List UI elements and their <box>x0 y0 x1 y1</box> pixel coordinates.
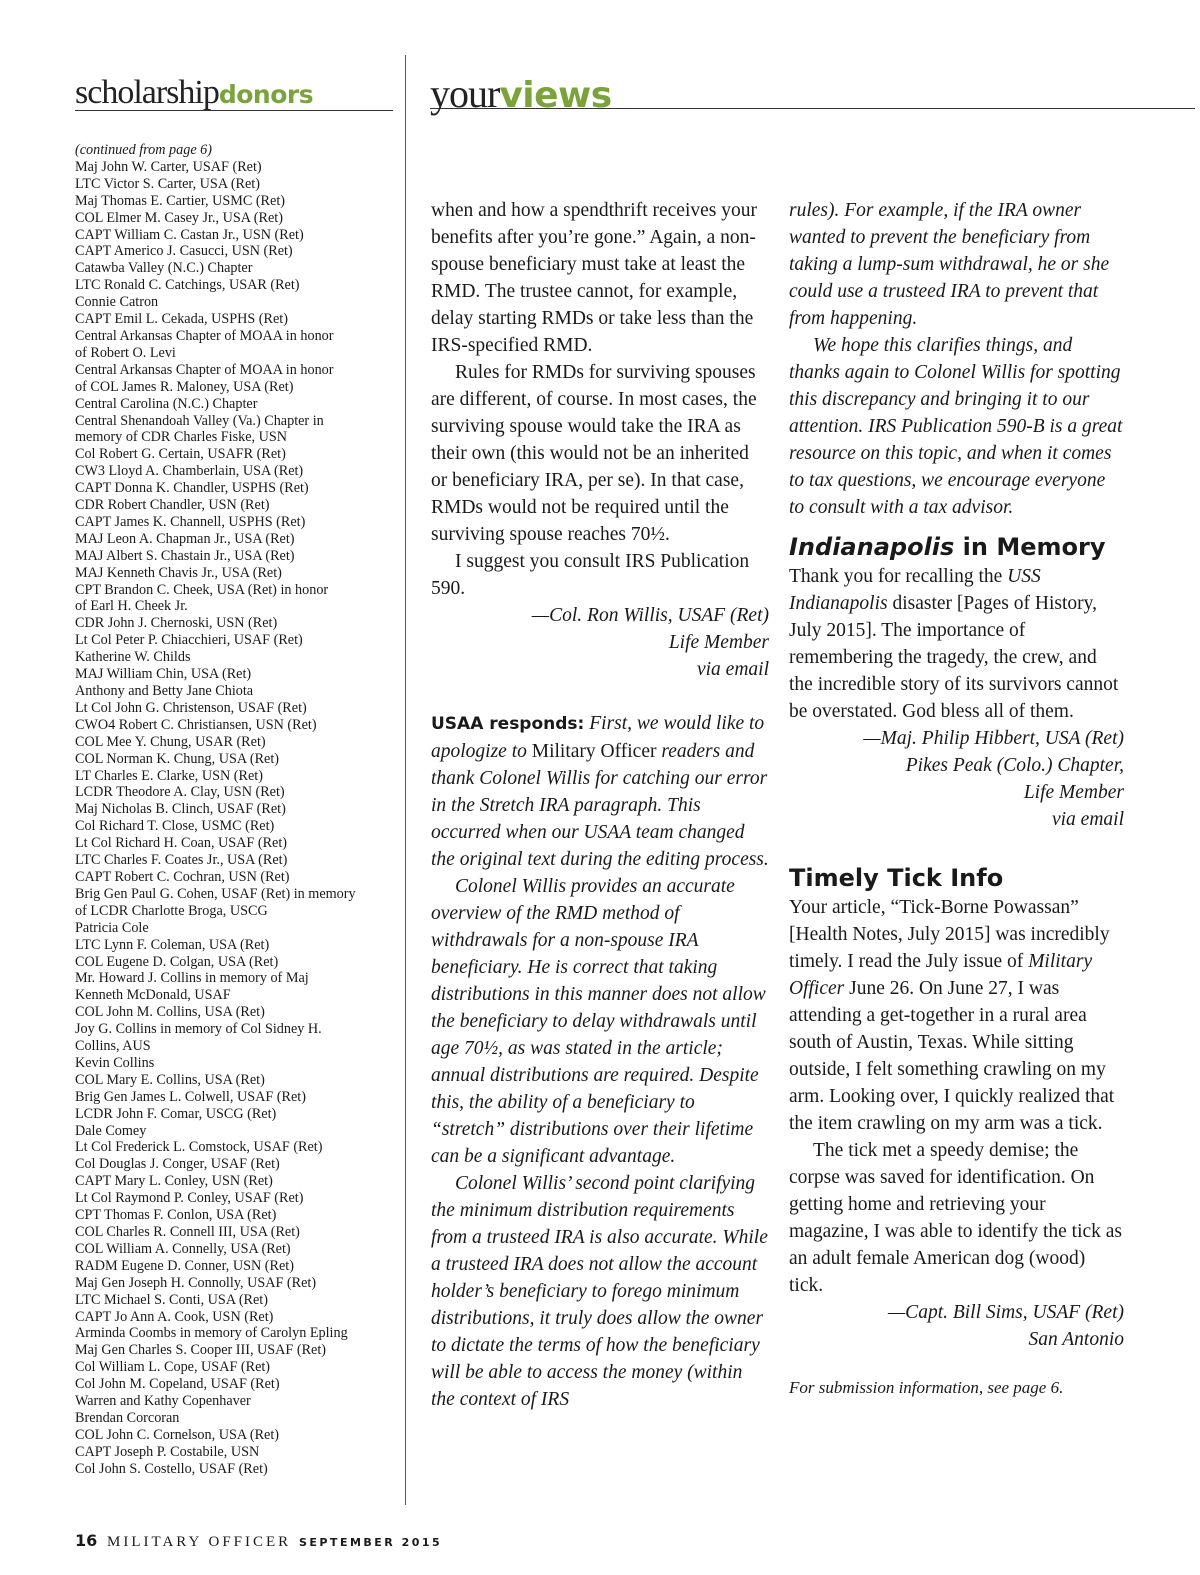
donor-name: Maj Nicholas B. Clinch, USAF (Ret) <box>75 801 286 818</box>
donor-name: Col John S. Costello, USAF (Ret) <box>75 1460 268 1477</box>
donor-name: CPT Brandon C. Cheek, USA (Ret) in honor <box>75 581 329 598</box>
letter-text: Thank you for recalling the <box>789 566 1003 587</box>
section-title-indianapolis <box>789 531 1124 563</box>
letter-signature-chapter: Pikes Peak (Colo.) Chapter, <box>905 755 1124 776</box>
donor-name: LT Charles E. Clarke, USN (Ret) <box>75 767 263 784</box>
donor-name: COL John M. Collins, USA (Ret) <box>75 1004 265 1021</box>
donor-name: CWO4 Robert C. Christiansen, USN (Ret) <box>75 716 317 733</box>
donor-name: Mr. Howard J. Collins in memory of Maj <box>75 970 309 987</box>
donor-name: Lt Col John G. Christenson, USAF (Ret) <box>75 699 307 716</box>
donor-name: Central Carolina (N.C.) Chapter <box>75 395 258 412</box>
donor-name: LCDR John F. Comar, USCG (Ret) <box>75 1105 277 1122</box>
heading-light-part: your <box>430 71 500 116</box>
donor-name: of Robert O. Levi <box>75 344 176 361</box>
donor-name: CAPT William C. Castan Jr., USN (Ret) <box>75 226 304 243</box>
heading-bold-part: views <box>499 75 612 116</box>
donor-name: of Earl H. Cheek Jr. <box>75 598 188 615</box>
letter-signature-location: San Antonio <box>1028 1329 1124 1350</box>
letter-text: June 26. On June 27, I was attending a get-together in a rural area south of Austin, Texas. While sitting outside, I felt something crawling on my arm. Looking over, I quickly realized that the item crawling on my arm was a tick. <box>789 978 1115 1134</box>
donor-name: CAPT James K. Channell, USPHS (Ret) <box>75 513 306 530</box>
your-views-heading <box>430 70 1195 116</box>
donor-name: Maj Gen Joseph H. Connolly, USAF (Ret) <box>75 1274 317 1291</box>
letter-paragraph: The tick met a speedy demise; the corpse was saved for identification. On getting home and retrieving your magazine, I was able to identify the tick as an adult female American dog (wood) tick. <box>789 1140 1123 1296</box>
donor-name: Kevin Collins <box>75 1054 155 1071</box>
submission-note: For submission information, see page 6. <box>789 1378 1064 1397</box>
donor-name: MAJ Albert S. Chastain Jr., USA (Ret) <box>75 547 295 564</box>
donor-name: Lt Col Peter P. Chiacchieri, USAF (Ret) <box>75 632 303 649</box>
letter-paragraph <box>789 894 1124 1137</box>
donor-name: COL Norman K. Chung, USA (Ret) <box>75 750 279 767</box>
usaa-response-paragraph: Colonel Willis’ second point clarifying the minimum distribution requirements from a trusteed IRA is also accurate. While a trusteed IRA does not allow the account holder’s beneficiary to forego minimum distributions, it truly does allow the owner to dictate the terms of how the beneficiary will be able to access the money (within the context of IRS <box>431 1173 768 1410</box>
letter-signature: —Capt. Bill Sims, USAF (Ret) <box>887 1302 1124 1323</box>
donor-name: CDR John J. Chernoski, USN (Ret) <box>75 615 278 632</box>
page-number: 16 <box>75 1531 98 1550</box>
donor-name: Lt Col Frederick L. Comstock, USAF (Ret) <box>75 1139 323 1156</box>
donor-name: CAPT Joseph P. Costabile, USN <box>75 1443 260 1460</box>
donor-name: LTC Ronald C. Catchings, USAR (Ret) <box>75 277 300 294</box>
donor-name: Lt Col Raymond P. Conley, USAF (Ret) <box>75 1190 304 1207</box>
donor-name: Central Arkansas Chapter of MOAA in honor <box>75 327 334 344</box>
donor-name: CAPT Jo Ann A. Cook, USN (Ret) <box>75 1308 274 1325</box>
column-divider <box>405 55 406 1505</box>
donor-name: Catawba Valley (N.C.) Chapter <box>75 260 253 277</box>
donor-name: CPT Thomas F. Conlon, USA (Ret) <box>75 1207 277 1224</box>
letters-middle-column <box>431 197 769 1413</box>
donor-name: Col Robert G. Certain, USAFR (Ret) <box>75 446 286 463</box>
usaa-responds-label: USAA responds: <box>431 714 585 734</box>
donor-name: LTC Victor S. Carter, USA (Ret) <box>75 175 260 192</box>
donor-name: Central Arkansas Chapter of MOAA in honor <box>75 361 334 378</box>
donor-name: Brig Gen Paul G. Cohen, USAF (Ret) in memory <box>75 885 356 902</box>
heading-light-part: scholarship <box>75 74 219 111</box>
continued-note: (continued from page 6) <box>75 142 212 158</box>
letter-paragraph: Rules for RMDs for surviving spouses are different, of course. In most cases, the surviving spouse would take the IRA as their own (this would not be an inherited or beneficiary IRA, per se). In that case, RMDs would not be required until the surviving spouse reaches 70½. <box>431 362 757 545</box>
donor-name: of LCDR Charlotte Broga, USCG <box>75 902 268 919</box>
letters-right-column <box>789 197 1124 1401</box>
donor-name: Anthony and Betty Jane Chiota <box>75 683 254 699</box>
ship-name: USS Indianapolis <box>789 566 1041 614</box>
donor-name: Col Douglas J. Conger, USAF (Ret) <box>75 1156 280 1173</box>
donor-name: MAJ Kenneth Chavis Jr., USA (Ret) <box>75 564 282 581</box>
usaa-response-paragraph <box>431 710 769 873</box>
donor-name: Connie Catron <box>75 294 159 311</box>
donor-name: Joy G. Collins in memory of Col Sidney H. <box>75 1021 322 1038</box>
letter-signature: —Maj. Philip Hibbert, USA (Ret) <box>863 728 1124 749</box>
donor-name: Collins, AUS <box>75 1038 151 1055</box>
scholarship-donors-heading <box>75 74 393 111</box>
letter-signature-membership: Life Member <box>1023 782 1124 803</box>
magazine-name: Military Officer <box>789 951 1093 999</box>
donor-name: CAPT Mary L. Conley, USN (Ret) <box>75 1173 273 1190</box>
letter-text: Your article, “Tick-Borne Powassan” [Health Notes, July 2015] was incredibly timely. I read the July issue of <box>789 897 1110 972</box>
donor-name: memory of CDR Charles Fiske, USN <box>75 429 288 446</box>
letter-signature-source: via email <box>696 659 769 680</box>
donor-name: CDR Robert Chandler, USN (Ret) <box>75 497 270 514</box>
donor-name: Col John M. Copeland, USAF (Ret) <box>75 1376 280 1393</box>
magazine-name: Military Officer <box>531 741 657 762</box>
donor-name: MAJ William Chin, USA (Ret) <box>75 666 252 683</box>
heading-bold-part: donors <box>218 80 314 109</box>
donor-name: Kenneth McDonald, USAF <box>75 987 231 1004</box>
donor-name: Lt Col Richard H. Coan, USAF (Ret) <box>75 835 288 852</box>
usaa-text: First, we would like to apologize to <box>431 713 765 762</box>
donor-name: COL Eugene D. Colgan, USA (Ret) <box>75 953 279 970</box>
donor-name: Brendan Corcoran <box>75 1409 180 1426</box>
section-title-rest: in Memory <box>962 533 1106 561</box>
usaa-response-paragraph: rules). For example, if the IRA owner wanted to prevent the beneficiary from taking a lump-sum withdrawal, he or she could use a trusteed IRA to prevent that from happening. <box>789 200 1110 329</box>
donor-name: Maj Thomas E. Cartier, USMC (Ret) <box>75 192 285 209</box>
usaa-response-paragraph: We hope this clarifies things, and thanks again to Colonel Willis for spotting this discrepancy and bringing it to our attention. IRS Publication 590-B is a great resource on this topic, and when it comes to tax questions, we encourage everyone to consult with a tax advisor. <box>789 335 1123 518</box>
letter-paragraph: I suggest you consult IRS Publication 590. <box>431 551 750 599</box>
section-title-tick: Timely Tick Info <box>789 864 1004 892</box>
donor-name: Brig Gen James L. Colwell, USAF (Ret) <box>75 1088 306 1105</box>
donor-name: LTC Michael S. Conti, USA (Ret) <box>75 1291 268 1308</box>
donor-name: Warren and Kathy Copenhaver <box>75 1393 251 1410</box>
letter-text: disaster [Pages of History, July 2015]. The importance of remembering the tragedy, the crew, and the incredible story of its survivors cannot be overstated. God bless all of them. <box>789 593 1119 722</box>
donor-name: COL Mary E. Collins, USA (Ret) <box>75 1071 265 1088</box>
donor-name: COL Charles R. Connell III, USA (Ret) <box>75 1224 300 1240</box>
usaa-text: readers and thank Colonel Willis for catching our error in the Stretch IRA paragraph. This occurred when our USAA team changed the original text during the editing process. <box>431 741 769 870</box>
magazine-title: MILITARY OFFICER <box>107 1534 292 1550</box>
donor-name: MAJ Leon A. Chapman Jr., USA (Ret) <box>75 530 295 547</box>
donor-name: Katherine W. Childs <box>75 649 191 666</box>
donor-name: LCDR Theodore A. Clay, USN (Ret) <box>75 784 285 801</box>
donor-name: Maj Gen Charles S. Cooper III, USAF (Ret) <box>75 1342 327 1359</box>
letter-signature-membership: Life Member <box>668 632 769 653</box>
letter-paragraph <box>789 563 1124 725</box>
page-footer <box>75 1531 442 1551</box>
issue-date: SEPTEMBER 2015 <box>298 1536 443 1549</box>
usaa-response-paragraph: Colonel Willis provides an accurate overview of the RMD method of withdrawals for a non-spouse IRA beneficiary. He is correct that taking distributions in this manner does not allow the beneficiary to delay withdrawals until age 70½, as was stated in the article; annual distributions are required. Despite this, the ability of a beneficiary to “stretch” distributions over their lifetime can be a significant advantage. <box>431 876 766 1167</box>
donor-name: CAPT Emil L. Cekada, USPHS (Ret) <box>75 311 288 328</box>
donor-name: LTC Charles F. Coates Jr., USA (Ret) <box>75 852 288 869</box>
donor-name: Patricia Cole <box>75 919 149 936</box>
donor-list <box>75 142 405 1478</box>
donor-name: of COL James R. Maloney, USA (Ret) <box>75 378 294 395</box>
donor-name: COL John C. Cornelson, USA (Ret) <box>75 1426 280 1443</box>
donor-name: COL William A. Connelly, USA (Ret) <box>75 1240 291 1257</box>
donor-name: Central Shenandoah Valley (Va.) Chapter in <box>75 412 324 429</box>
donor-name: COL Mee Y. Chung, USAR (Ret) <box>75 733 266 750</box>
donor-name: CAPT Robert C. Cochran, USN (Ret) <box>75 868 290 885</box>
donor-name: Maj John W. Carter, USAF (Ret) <box>75 158 262 175</box>
donor-name: CW3 Lloyd A. Chamberlain, USA (Ret) <box>75 463 304 480</box>
section-title-italic: Indianapolis <box>789 533 955 561</box>
donor-name: CAPT Donna K. Chandler, USPHS (Ret) <box>75 480 309 497</box>
donor-name: Col William L. Cope, USAF (Ret) <box>75 1359 271 1376</box>
donor-name: Col Richard T. Close, USMC (Ret) <box>75 818 275 835</box>
letter-signature: —Col. Ron Willis, USAF (Ret) <box>531 605 769 626</box>
letter-signature-source: via email <box>1051 809 1124 830</box>
donor-name: COL Elmer M. Casey Jr., USA (Ret) <box>75 209 283 226</box>
donor-name: Dale Comey <box>75 1122 147 1139</box>
donor-name: RADM Eugene D. Conner, USN (Ret) <box>75 1257 294 1274</box>
letter-paragraph: when and how a spendthrift receives your benefits after you’re gone.” Again, a non-spouse beneficiary must take at least the RMD. The trustee cannot, for example, delay starting RMDs or take less than the IRS-specified RMD. <box>431 200 757 356</box>
donor-name: Arminda Coombs in memory of Carolyn Epling <box>75 1325 348 1342</box>
donor-name: CAPT Americo J. Casucci, USN (Ret) <box>75 243 293 260</box>
donor-name: LTC Lynn F. Coleman, USA (Ret) <box>75 936 270 953</box>
